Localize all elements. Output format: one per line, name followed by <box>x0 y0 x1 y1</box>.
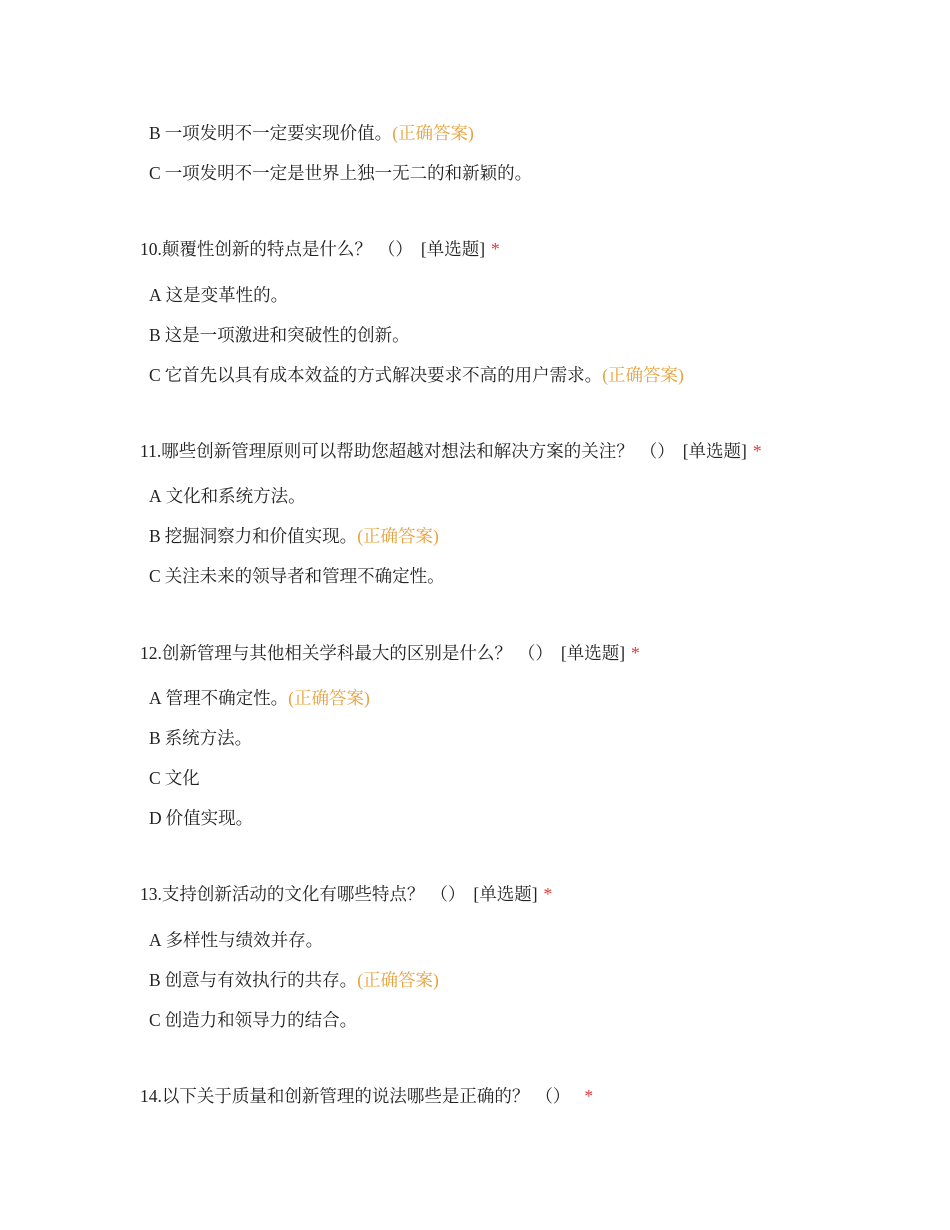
option-letter: D <box>149 808 162 828</box>
option-text: 创造力和领导力的结合。 <box>164 1010 358 1030</box>
answer-blank: （） <box>430 884 466 904</box>
option-letter: B <box>149 970 161 990</box>
required-mark: * <box>543 884 553 904</box>
required-mark: * <box>491 239 500 259</box>
correct-answer-tag: (正确答案) <box>392 123 474 143</box>
correct-answer-tag: (正确答案) <box>357 526 439 546</box>
option-letter: C <box>149 163 161 183</box>
answer-blank: （） <box>517 643 553 663</box>
q10-option-c <box>149 364 684 386</box>
q14-title <box>140 1085 593 1107</box>
option-letter: A <box>149 930 162 950</box>
answer-blank: （） <box>535 1086 571 1106</box>
option-text: 关注未来的领导者和管理不确定性。 <box>164 566 445 586</box>
option-letter: B <box>149 123 161 143</box>
q12-option-b <box>149 727 252 749</box>
answer-blank: （） <box>377 239 413 259</box>
q13-option-a <box>149 929 323 951</box>
q12-title <box>140 642 640 664</box>
q12-option-d <box>149 807 253 829</box>
option-letter: A <box>149 285 162 305</box>
option-letter: B <box>149 526 161 546</box>
q10-option-a <box>149 284 288 306</box>
q13-option-c <box>149 1009 357 1031</box>
q13-title <box>140 883 552 905</box>
option-text: 一项发明不一定是世界上独一无二的和新颖的。 <box>164 163 533 183</box>
option-text: 管理不确定性。 <box>165 688 289 708</box>
answer-blank: （） <box>639 441 675 461</box>
option-letter: C <box>149 566 161 586</box>
correct-answer-tag: (正确答案) <box>288 688 370 708</box>
option-letter: C <box>149 768 161 788</box>
question-text: 12.创新管理与其他相关学科最大的区别是什么？ <box>140 643 512 663</box>
option-text: 创意与有效执行的共存。 <box>164 970 358 990</box>
q11-title <box>140 440 762 462</box>
q11-option-b <box>149 525 439 547</box>
option-letter: A <box>149 486 162 506</box>
q11-option-a <box>149 485 306 507</box>
option-text: 文化 <box>164 768 200 788</box>
option-text: 多样性与绩效并存。 <box>165 930 324 950</box>
question-type: [单选题] <box>420 239 486 259</box>
option-letter: B <box>149 325 161 345</box>
question-text: 13.支持创新活动的文化有哪些特点？ <box>140 884 425 904</box>
question-type: [单选题] <box>560 643 626 663</box>
option-letter: B <box>149 728 161 748</box>
correct-answer-tag: (正确答案) <box>602 365 684 385</box>
option-text: 系统方法。 <box>164 728 253 748</box>
q13-option-b <box>149 969 439 991</box>
q11-option-c <box>149 565 445 587</box>
question-text: 11.哪些创新管理原则可以帮助您超越对想法和解决方案的关注？ <box>140 441 634 461</box>
option-text: 挖掘洞察力和价值实现。 <box>164 526 358 546</box>
q9-option-c <box>149 162 532 184</box>
q12-option-c <box>149 767 200 789</box>
correct-answer-tag: (正确答案) <box>357 970 439 990</box>
question-type: [单选题] <box>682 441 747 461</box>
question-text: 10.颠覆性创新的特点是什么？ <box>140 239 372 259</box>
q10-option-b <box>149 324 410 346</box>
q10-title <box>140 238 500 260</box>
q12-option-a <box>149 687 370 709</box>
option-text: 它首先以具有成本效益的方式解决要求不高的用户需求。 <box>164 365 603 385</box>
required-mark: * <box>752 441 762 461</box>
q9-option-b <box>149 122 474 144</box>
option-text: 一项发明不一定要实现价值。 <box>164 123 393 143</box>
required-mark: * <box>631 643 640 663</box>
question-text: 14.以下关于质量和创新管理的说法哪些是正确的？ <box>140 1086 530 1106</box>
required-mark: * <box>584 1086 594 1106</box>
question-type: [单选题] <box>473 884 538 904</box>
option-letter: C <box>149 1010 161 1030</box>
option-text: 文化和系统方法。 <box>165 486 306 506</box>
option-letter: C <box>149 365 161 385</box>
option-text: 这是变革性的。 <box>165 285 289 305</box>
option-text: 这是一项激进和突破性的创新。 <box>164 325 410 345</box>
option-text: 价值实现。 <box>165 808 254 828</box>
option-letter: A <box>149 688 162 708</box>
